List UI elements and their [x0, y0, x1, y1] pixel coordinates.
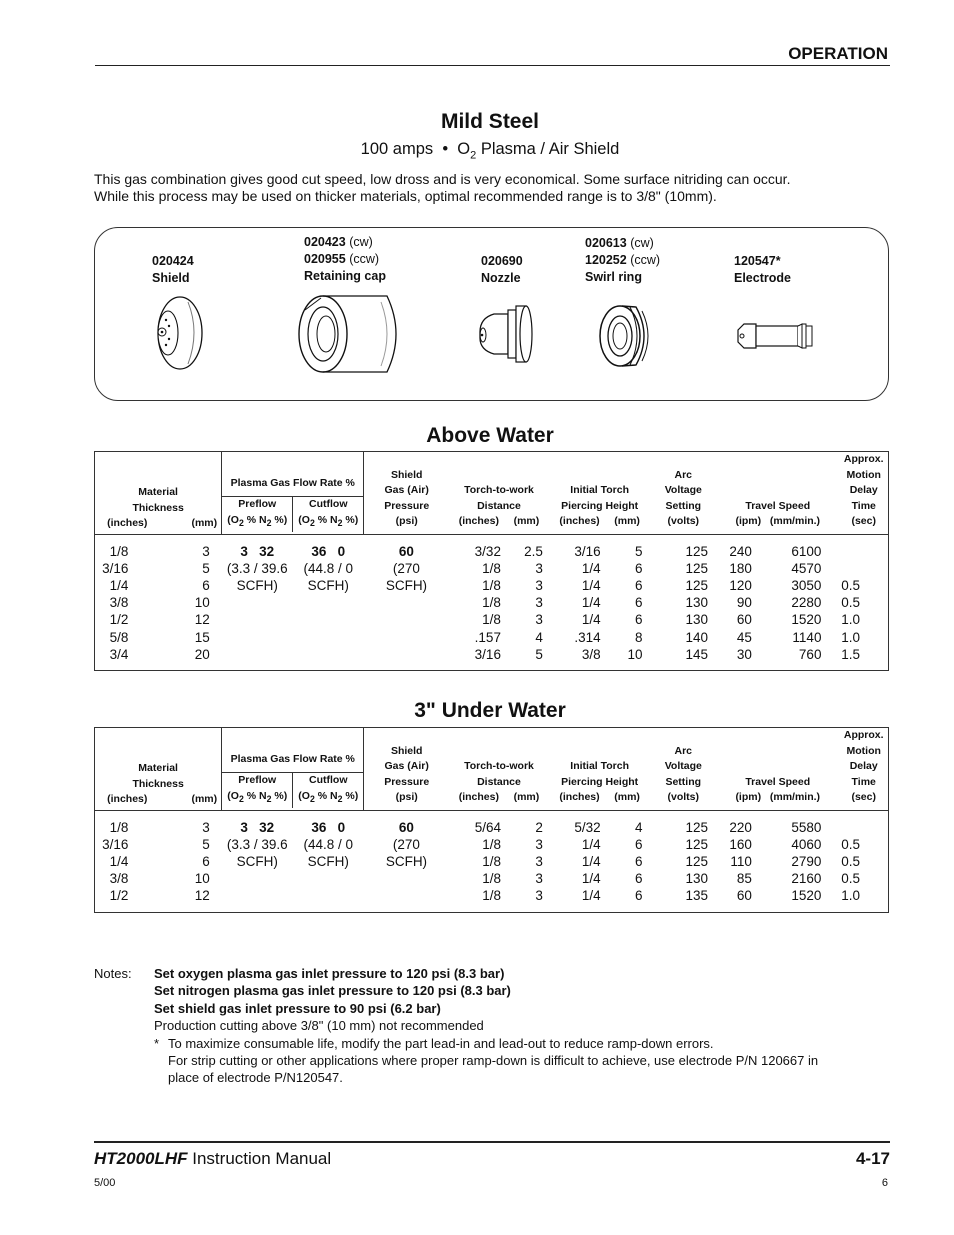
speed-ipm-cell: 180: [729, 560, 752, 576]
distance-in-cell: 1/8: [482, 577, 501, 593]
speed-mm-cell: 3050: [791, 577, 822, 593]
cutflow-cell: SCFH): [307, 853, 349, 869]
distance-in-cell: 1/8: [482, 871, 501, 887]
thickness-mm-cell: 12: [194, 612, 210, 628]
shield-pressure-cell: 60: [398, 543, 414, 559]
pierce-mm-cell: 4: [634, 819, 643, 835]
pierce-mm-cell: 10: [627, 646, 643, 662]
shield-pressure-cell: [364, 629, 449, 646]
process-subtitle: [0, 140, 954, 161]
distance-in-cell: 5/64: [474, 819, 501, 835]
distance-mm-cell: 3: [535, 836, 543, 852]
revision-date: 5/00: [94, 1177, 116, 1189]
notes-label: Notes:: [94, 966, 132, 981]
delay-time-cell: 1.0: [841, 888, 860, 904]
speed-mm-cell: 5580: [791, 819, 822, 835]
arc-voltage-cell: 130: [685, 871, 709, 887]
pierce-mm-cell: 5: [634, 543, 643, 559]
gas-rest: Plasma / Air Shield: [480, 140, 620, 158]
pierce-in-cell: 1/4: [581, 612, 601, 628]
above-water-table: [94, 451, 889, 671]
note-star-2: For strip cutting or other applications where proper ramp-down is difficult to achieve, use electrode P/N 120667 in: [168, 1053, 819, 1069]
distance-in-cell: 3/16: [474, 646, 501, 662]
delay-time-cell: 0.5: [841, 836, 860, 852]
arc-voltage-cell: 125: [685, 836, 709, 852]
preflow-cell: 3 32: [240, 819, 275, 835]
pierce-mm-cell: 6: [634, 560, 643, 576]
delay-time-cell: 0.5: [841, 853, 860, 869]
preflow-cell: [222, 887, 293, 912]
distance-in-cell: 1/8: [482, 836, 501, 852]
gas-prefix: O: [457, 140, 471, 158]
delay-time-cell: [839, 560, 888, 577]
delay-time-cell: [839, 810, 888, 836]
manual-title: HT2000LHF Instruction Manual: [94, 1149, 332, 1168]
arc-voltage-cell: 140: [685, 629, 709, 645]
page-title: Mild Steel: [440, 110, 540, 133]
arc-voltage-header: Arc Voltage Setting (volts): [651, 452, 717, 535]
pierce-in-cell: 1/4: [581, 836, 601, 852]
thickness-in-cell: 3/4: [109, 646, 129, 662]
arc-voltage-cell: 125: [685, 577, 709, 593]
arc-voltage-cell: 125: [685, 543, 709, 559]
pierce-mm-cell: 6: [634, 853, 643, 869]
speed-ipm-cell: 160: [729, 836, 752, 852]
footer-rule: [94, 1141, 890, 1143]
material-header: Material Thickness (inches) (mm): [95, 728, 222, 811]
cutflow-cell: [293, 870, 364, 887]
preflow-cell: [222, 629, 293, 646]
speed-ipm-cell: 220: [729, 819, 752, 835]
thickness-mm-cell: 12: [194, 888, 210, 904]
shield-pressure-cell: (270: [392, 560, 420, 576]
thickness-mm-cell: 20: [194, 646, 210, 662]
distance-mm-cell: 3: [535, 595, 543, 611]
shield-pressure-cell: [364, 646, 449, 671]
pierce-height-header: Initial Torch Piercing Height (inches) (mm): [549, 452, 651, 535]
thickness-in-cell: 1/8: [109, 819, 129, 835]
thickness-in-cell: 3/8: [109, 871, 129, 887]
shield-pressure-cell: 60: [398, 819, 414, 835]
page-number: 4-17: [855, 1149, 890, 1168]
speed-mm-cell: 6100: [791, 543, 822, 559]
speed-mm-cell: 4570: [791, 560, 822, 576]
amps: 100 amps: [360, 140, 434, 158]
thickness-in-cell: 5/8: [109, 629, 129, 645]
speed-mm-cell: 1140: [792, 629, 822, 645]
thickness-in-cell: 3/8: [109, 595, 129, 611]
thickness-mm-cell: 3: [202, 543, 210, 559]
distance-mm-cell: 3: [535, 888, 543, 904]
shield-pressure-cell: (270: [392, 836, 420, 852]
cutflow-cell: [293, 887, 364, 912]
pierce-in-cell: 1/4: [581, 595, 601, 611]
distance-mm-cell: 3: [535, 577, 543, 593]
preflow-cell: SCFH): [236, 853, 278, 869]
speed-mm-cell: 1520: [791, 612, 822, 628]
arc-voltage-cell: 130: [685, 595, 709, 611]
preflow-cell: (3.3 / 39.6: [226, 836, 288, 852]
note-shield: Set shield gas inlet pressure to 90 psi (6.2 bar): [154, 1000, 441, 1016]
above-water-title: Above Water: [426, 424, 554, 447]
nozzle-drawing: [474, 304, 536, 366]
table-row: [95, 836, 889, 853]
under-water-table: [94, 727, 889, 913]
cutflow-cell: 36 0: [311, 543, 346, 559]
distance-in-cell: 3/32: [474, 543, 501, 559]
distance-mm-cell: 3: [535, 871, 543, 887]
distance-mm-cell: 2: [535, 819, 543, 835]
electrode-drawing: [736, 320, 816, 352]
delay-time-header: Approx. Motion Delay Time (sec): [839, 728, 888, 811]
torch-distance-header: Torch-to-work Distance (inches) (mm): [449, 728, 549, 811]
bullet: •: [442, 140, 449, 158]
shield-pressure-cell: SCFH): [385, 577, 428, 593]
delay-time-cell: 0.5: [841, 577, 860, 593]
preflow-cell: [222, 611, 293, 628]
cutflow-cell: (44.8 / 0: [303, 836, 354, 852]
table-row: [95, 577, 889, 594]
table-row: [95, 534, 889, 560]
shield-pressure-cell: [364, 870, 449, 887]
shield-gas-header: Shield Gas (Air) Pressure (psi): [364, 728, 449, 811]
speed-ipm-cell: 45: [736, 629, 752, 645]
arc-voltage-cell: 125: [685, 560, 709, 576]
arc-voltage-cell: 145: [685, 646, 709, 662]
speed-ipm-cell: 240: [729, 543, 752, 559]
arc-voltage-header: Arc Voltage Setting (volts): [650, 728, 716, 811]
thickness-mm-cell: 3: [202, 819, 210, 835]
arc-voltage-cell: 135: [685, 888, 709, 904]
speed-mm-cell: 4060: [791, 836, 822, 852]
thickness-in-cell: 3/16: [102, 560, 129, 576]
header-rule: [95, 65, 890, 66]
shield-pressure-cell: [364, 887, 449, 912]
distance-mm-cell: 3: [535, 560, 543, 576]
table-row: [95, 629, 889, 646]
speed-mm-cell: 1520: [791, 888, 822, 904]
pierce-mm-cell: 6: [634, 577, 643, 593]
table-row: [95, 594, 889, 611]
thickness-in-cell: 1/2: [109, 888, 129, 904]
cutflow-cell: SCFH): [307, 577, 349, 593]
thickness-mm-cell: 10: [194, 595, 210, 611]
pierce-mm-cell: 6: [634, 871, 643, 887]
pierce-mm-cell: 6: [634, 836, 643, 852]
swirl-ring-drawing: [596, 303, 658, 369]
section-title: OPERATION: [788, 44, 888, 63]
retaining-cap-drawing: [293, 292, 409, 376]
part-electrode-label: 120547* Electrode: [734, 254, 791, 285]
model-name: HT2000LHF: [94, 1149, 188, 1168]
preflow-cell: [222, 870, 293, 887]
delay-time-cell: 1.5: [841, 646, 860, 662]
intro-line-1: This gas combination gives good cut speed, low dross and is very economical. Some surface nitriding can occur.: [94, 171, 791, 187]
distance-in-cell: .157: [474, 629, 501, 645]
thickness-mm-cell: 10: [194, 871, 210, 887]
pierce-height-header: Initial Torch Piercing Height (inches) (mm): [549, 728, 651, 811]
under-water-title: 3" Under Water: [414, 699, 566, 722]
delay-time-cell: [839, 534, 888, 560]
pierce-mm-cell: 6: [634, 612, 643, 628]
speed-ipm-cell: 90: [736, 595, 752, 611]
speed-ipm-cell: 85: [736, 871, 752, 887]
pierce-in-cell: 1/4: [581, 888, 601, 904]
intro-paragraph: [94, 171, 894, 205]
thickness-in-cell: 1/8: [109, 543, 129, 559]
pierce-in-cell: 1/4: [581, 577, 601, 593]
pierce-in-cell: 1/4: [581, 853, 601, 869]
notes-block: [94, 965, 818, 1087]
distance-mm-cell: 5: [535, 646, 543, 662]
table-row: [95, 887, 889, 912]
speed-ipm-cell: 110: [730, 853, 752, 869]
shield-pressure-cell: SCFH): [385, 853, 428, 869]
delay-time-cell: 1.0: [841, 629, 860, 645]
speed-ipm-cell: 120: [729, 577, 752, 593]
distance-in-cell: 1/8: [482, 560, 501, 576]
note-star-1: To maximize consumable life, modify the part lead-in and lead-out to reduce ramp-down errors.: [168, 1035, 714, 1051]
shield-gas-header: Shield Gas (Air) Pressure (psi): [364, 452, 449, 535]
distance-in-cell: 1/8: [482, 853, 501, 869]
shield-drawing: [150, 292, 206, 374]
sheet-number: 6: [881, 1177, 888, 1189]
speed-mm-cell: 2280: [791, 595, 822, 611]
thickness-in-cell: 1/4: [109, 853, 129, 869]
delay-time-cell: 0.5: [841, 871, 860, 887]
part-swirl-ring-label: 020613 (cw) 120252 (ccw) Swirl ring: [585, 236, 661, 284]
part-nozzle-label: 020690 Nozzle: [481, 254, 523, 285]
table-row: [95, 646, 889, 671]
speed-mm-cell: 2160: [791, 871, 822, 887]
plasma-flow-header: Plasma Gas Flow Rate % Preflow ($O_2$ % $N_2$ %) Cutflow ($O_2$ % $N_2$ %): [222, 728, 364, 811]
gas-sub: 2: [470, 149, 477, 162]
table-row: [95, 870, 889, 887]
pierce-in-cell: .314: [574, 629, 601, 645]
preflow-cell: [222, 646, 293, 671]
distance-in-cell: 1/8: [482, 612, 501, 628]
cutflow-cell: [293, 629, 364, 646]
note-oxygen: Set oxygen plasma gas inlet pressure to 120 psi (8.3 bar): [154, 966, 505, 981]
speed-mm-cell: 760: [798, 646, 822, 662]
delay-time-cell: 0.5: [841, 595, 860, 611]
distance-mm-cell: 3: [535, 612, 543, 628]
pierce-mm-cell: 6: [634, 595, 643, 611]
torch-distance-header: Torch-to-work Distance (inches) (mm): [449, 452, 549, 535]
travel-speed-header: Travel Speed (ipm) (mm/min.): [716, 452, 839, 535]
thickness-in-cell: 1/2: [109, 612, 129, 628]
preflow-cell: SCFH): [236, 577, 278, 593]
distance-in-cell: 1/8: [482, 888, 501, 904]
table-row: [95, 560, 889, 577]
plasma-flow-header: Plasma Gas Flow Rate % Preflow ($O_2$ % $N_2$ %) Cutflow ($O_2$ % $N_2$ %): [222, 452, 364, 535]
pierce-in-cell: 3/8: [581, 646, 601, 662]
note-nitrogen: Set nitrogen plasma gas inlet pressure to 120 psi (8.3 bar): [154, 983, 511, 999]
travel-speed-header: Travel Speed (ipm) (mm/min.): [716, 728, 839, 811]
material-header: Material Thickness (inches) (mm): [95, 452, 222, 535]
thickness-mm-cell: 6: [202, 853, 210, 869]
distance-mm-cell: 2.5: [524, 543, 543, 559]
speed-ipm-cell: 60: [736, 888, 752, 904]
speed-ipm-cell: 30: [736, 646, 752, 662]
speed-mm-cell: 2790: [791, 853, 822, 869]
shield-pressure-cell: [364, 611, 449, 628]
arc-voltage-cell: 130: [685, 612, 709, 628]
pierce-in-cell: 1/4: [581, 560, 601, 576]
cutflow-cell: [293, 594, 364, 611]
thickness-mm-cell: 6: [202, 577, 210, 593]
cutflow-cell: [293, 611, 364, 628]
delay-time-cell: 1.0: [841, 612, 860, 628]
pierce-mm-cell: 8: [634, 629, 643, 645]
note-star-3: place of electrode P/N120547.: [168, 1070, 343, 1086]
thickness-mm-cell: 5: [202, 836, 210, 852]
thickness-in-cell: 3/16: [102, 836, 129, 852]
arc-voltage-cell: 125: [685, 819, 709, 835]
table-row: [95, 853, 889, 870]
preflow-cell: 3 32: [240, 543, 275, 559]
cutflow-cell: [293, 646, 364, 671]
note-asterisk: *: [154, 1035, 160, 1051]
pierce-in-cell: 5/32: [574, 819, 601, 835]
preflow-cell: [222, 594, 293, 611]
thickness-in-cell: 1/4: [109, 577, 129, 593]
thickness-mm-cell: 15: [194, 629, 210, 645]
intro-line-2: While this process may be used on thicker materials, optimal recommended range is to 3/8" (10mm).: [94, 188, 717, 204]
table-row: [95, 810, 889, 836]
shield-pressure-cell: [364, 594, 449, 611]
pierce-in-cell: 1/4: [581, 871, 601, 887]
cutflow-cell: (44.8 / 0: [303, 560, 354, 576]
pierce-mm-cell: 6: [634, 888, 643, 904]
cutflow-cell: 36 0: [311, 819, 346, 835]
preflow-cell: (3.3 / 39.6: [226, 560, 288, 576]
thickness-mm-cell: 5: [202, 560, 210, 576]
arc-voltage-cell: 125: [685, 853, 709, 869]
pierce-in-cell: 3/16: [574, 543, 601, 559]
note-production: Production cutting above 3/8" (10 mm) not recommended: [154, 1018, 484, 1034]
distance-mm-cell: 4: [535, 629, 543, 645]
part-retaining-cap-label: 020423 (cw) 020955 (ccw) Retaining cap: [304, 235, 386, 283]
distance-in-cell: 1/8: [482, 595, 501, 611]
speed-ipm-cell: 60: [736, 612, 752, 628]
part-shield-label: 020424 Shield: [152, 254, 194, 285]
distance-mm-cell: 3: [535, 853, 543, 869]
delay-time-header: Approx. Motion Delay Time (sec): [839, 452, 888, 535]
table-row: [95, 611, 889, 628]
